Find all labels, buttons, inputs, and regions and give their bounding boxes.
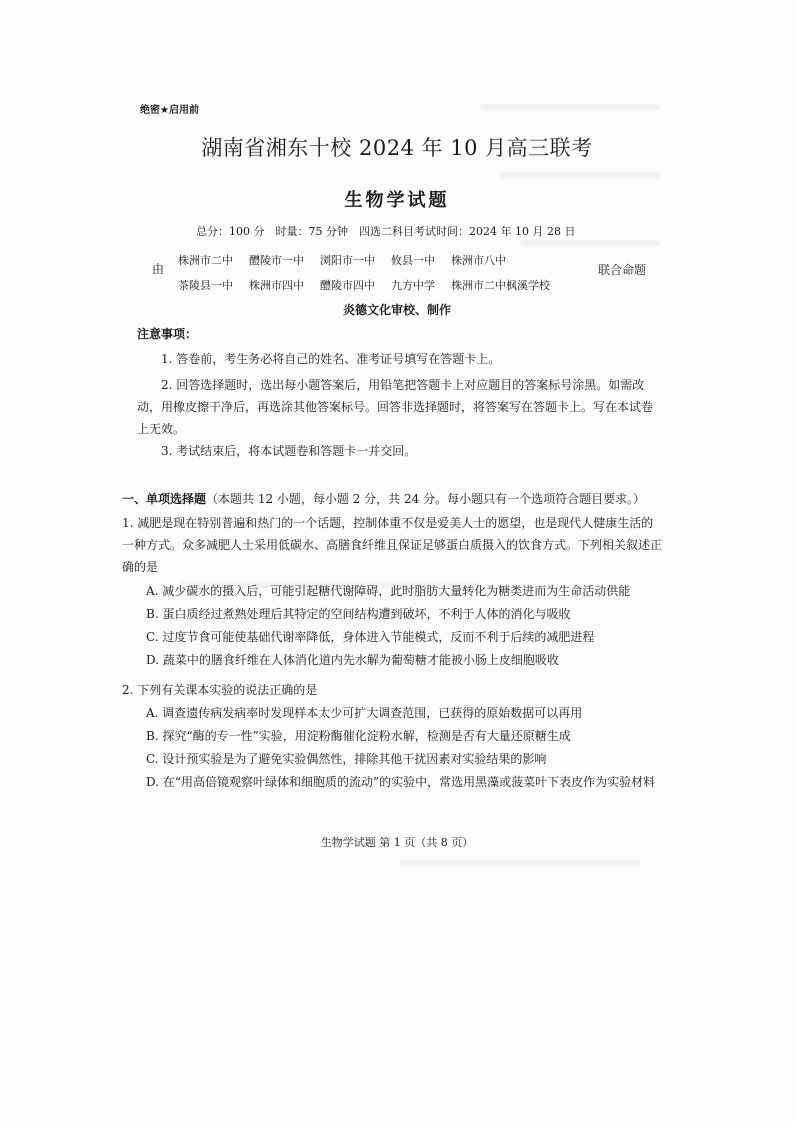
school-name: 株洲市二中枫溪学校 bbox=[451, 279, 550, 292]
option-c: C. 过度节食可能使基础代谢率降低，身体进入节能模式，反而不利于后续的减肥进程 bbox=[146, 630, 595, 644]
joint-proposition-label: 联合命题 bbox=[598, 263, 647, 277]
subject-title: 生物学试题 bbox=[344, 190, 450, 211]
bleed-through-mark bbox=[400, 860, 640, 866]
option-d: D. 蔬菜中的膳食纤维在人体消化道内先水解为葡萄糖才能被小肠上皮细胞吸收 bbox=[146, 653, 559, 667]
page-footer: 生物学试题 第 1 页（共 8 页） bbox=[320, 836, 474, 849]
maker-label: 炎德文化审校、制作 bbox=[342, 303, 451, 317]
question-stem: 1. 减肥是现在特别普遍和热门的一个话题，控制体重不仅是爱美人士的愿望，也是现代人健康生活的一种方式。众多减肥人士采用低碳水、高膳食纤维且保证足够蛋白质摄入的饮食方式。下列相关叙述正确的是 bbox=[122, 516, 663, 574]
option-d: D. 在“用高倍镜观察叶绿体和细胞质的流动”的实验中，常选用黑藻或菠菜叶下表皮作为实验材料 bbox=[146, 775, 656, 789]
bleed-through-mark bbox=[500, 172, 660, 178]
bleed-through-mark bbox=[480, 104, 660, 110]
by-label: 由 bbox=[152, 262, 165, 276]
section-heading bbox=[122, 490, 645, 507]
option-c: C. 设计预实验是为了避免实验偶然性，排除其他干扰因素对实验结果的影响 bbox=[146, 752, 547, 766]
school-name: 醴陵市一中 bbox=[249, 254, 304, 267]
school-name: 九方中学 bbox=[391, 279, 435, 292]
school-name: 株洲市四中 bbox=[249, 279, 304, 292]
school-name: 醴陵市四中 bbox=[320, 279, 375, 292]
option-a: A. 减少碳水的摄入后，可能引起糖代谢障碍，此时脂肪大量转化为糖类进而为生命活动供能 bbox=[146, 584, 631, 598]
notice-item: 2. 回答选择题时，选出每小题答案后，用铅笔把答题卡上对应题目的答案标号涂黑。如需改动，用橡皮擦干净后，再选涂其他答案标号。回答非选择题时，将答案写在答题卡上。写在本试卷上无效。 bbox=[137, 378, 654, 436]
confidential-label: 绝密★启用前 bbox=[140, 105, 199, 116]
bleed-through-mark bbox=[520, 240, 660, 246]
option-b: B. 蛋白质经过煮熟处理后其特定的空间结构遭到破坏，不利于人体的消化与吸收 bbox=[146, 607, 571, 621]
school-name: 株洲市二中 bbox=[178, 254, 233, 267]
school-name: 攸县一中 bbox=[391, 254, 435, 267]
exam-title: 湖南省湘东十校 2024 年 10 月高三联考 bbox=[201, 136, 593, 160]
notice-heading: 注意事项： bbox=[137, 327, 198, 341]
notice-item: 3. 考试结束后，将本试题卷和答题卡一并交回。 bbox=[161, 444, 417, 458]
exam-meta: 总分：100 分 时量：75 分钟 四选二科目考试时间：2024 年 10 月 28 日 bbox=[196, 225, 576, 238]
question-stem: 2. 下列有关课本实验的说法正确的是 bbox=[122, 683, 318, 697]
school-name: 浏阳市一中 bbox=[320, 254, 375, 267]
school-row-1 bbox=[178, 248, 566, 273]
section-note: （本题共 12 小题，每小题 2 分，共 24 分。每小题只有一个选项符合题目要求。） bbox=[206, 492, 646, 506]
section-title: 一、单项选择题 bbox=[122, 492, 207, 506]
school-name: 茶陵县一中 bbox=[178, 279, 233, 292]
school-name: 株洲市八中 bbox=[451, 254, 506, 267]
option-b: B. 探究“酶的专一性”实验，用淀粉酶催化淀粉水解，检测是否有大量还原糖生成 bbox=[146, 729, 571, 743]
option-a: A. 调查遗传病发病率时发现样本太少可扩大调查范围，已获得的原始数据可以再用 bbox=[146, 706, 583, 720]
school-row-2 bbox=[178, 273, 566, 298]
school-list bbox=[178, 248, 566, 298]
notice-item: 1. 答卷前，考生务必将自己的姓名、准考证号填写在答题卡上。 bbox=[161, 352, 501, 366]
